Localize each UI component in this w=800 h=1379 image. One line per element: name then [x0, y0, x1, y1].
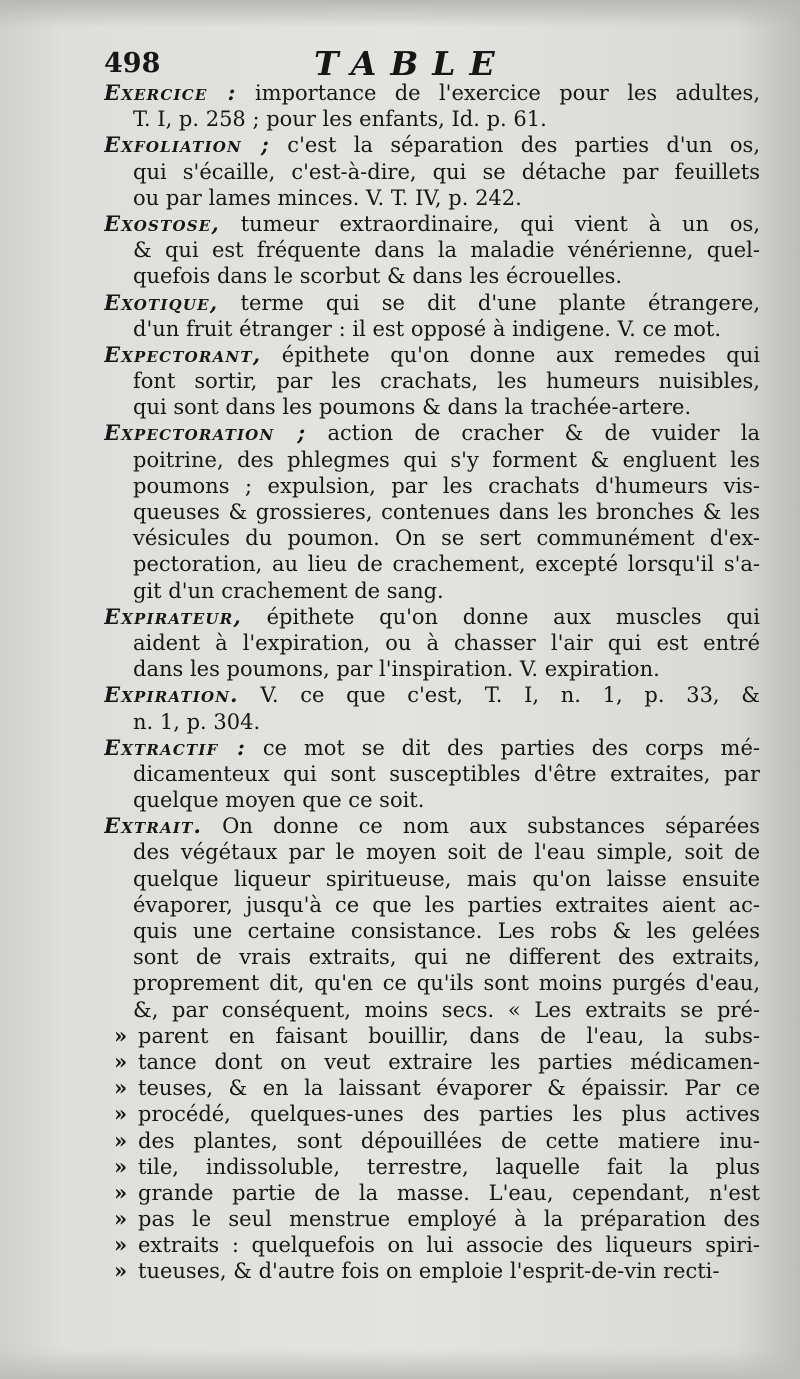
line-text: extraits : quelquefois on lui associe des liqueurs spiri-: [138, 1233, 760, 1258]
index-entry-headline: [104, 604, 760, 630]
line-text: évaporer, jusqu'à ce que les parties extraites aient ac-: [133, 892, 760, 917]
entry-headword: Exotique,: [104, 289, 219, 315]
page-number: 498: [104, 48, 161, 79]
entry-headword: Expectoration ;: [104, 420, 307, 446]
quote-mark: »: [114, 1258, 128, 1284]
line-text: aident à l'expiration, ou à chasser l'air qui est entré: [133, 630, 760, 655]
continuation-line: [104, 578, 760, 604]
line-text: n. 1, p. 304.: [133, 709, 261, 734]
continuation-line: [104, 656, 760, 682]
entry-headword: Expirateur,: [104, 603, 242, 629]
entry-headword: Extractif :: [104, 734, 247, 760]
entry-headword: Expectorant,: [104, 341, 262, 367]
line-text: proprement dit, qu'en ce qu'ils sont moins purgés d'eau,: [133, 971, 760, 996]
quoted-line: [104, 1101, 760, 1127]
line-text: ce mot se dit des parties des corps mé-: [246, 735, 760, 760]
index-entry-headline: [104, 813, 760, 839]
line-text: dans les poumons, par l'inspiration. V. expiration.: [133, 657, 660, 682]
line-text: &, par conséquent, moins secs. « Les extraits se pré-: [133, 997, 760, 1022]
quote-mark: »: [114, 1153, 128, 1179]
line-text: des plantes, sont dépouillées de cette matiere inu-: [138, 1128, 760, 1153]
index-entry-headline: [104, 80, 760, 106]
line-text: quelque liqueur spiritueuse, mais qu'on laisse ensuite: [133, 866, 760, 891]
line-text: grande partie de la masse. L'eau, cependant, n'est: [138, 1180, 760, 1205]
entry-headword: Expiration.: [104, 682, 239, 708]
line-text: & qui est fréquente dans la maladie vénérienne, quel-: [133, 238, 760, 263]
line-text: épithete qu'on donne aux muscles qui: [241, 604, 760, 629]
continuation-line: [104, 551, 760, 577]
quoted-line: [104, 1128, 760, 1154]
line-text: procédé, quelques-unes des parties les plus actives: [138, 1102, 760, 1127]
quoted-line: [104, 1075, 760, 1101]
entry-headword: Exfoliation ;: [104, 132, 270, 158]
index-entry-headline: [104, 290, 760, 316]
continuation-line: [104, 368, 760, 394]
quote-mark: »: [114, 1048, 128, 1074]
continuation-line: [104, 970, 760, 996]
line-text: tance dont on veut extraire les parties médicamen-: [138, 1049, 760, 1074]
line-text: poitrine, des phlegmes qui s'y forment & engluent les: [133, 447, 760, 472]
line-text: pas le seul menstrue employé à la préparation des: [138, 1207, 760, 1232]
line-text: action de cracher & de vuider la: [306, 421, 760, 446]
line-text: git d'un crachement de sang.: [133, 578, 444, 603]
continuation-line: [104, 761, 760, 787]
continuation-line: [104, 709, 760, 735]
line-text: tile, indissoluble, terrestre, laquelle fait la plus: [138, 1154, 760, 1179]
line-text: importance de l'exercice pour les adultes,: [236, 81, 760, 105]
line-text: qui s'écaille, c'est-à-dire, qui se détache par feuillets: [133, 159, 760, 184]
quote-mark: »: [114, 1101, 128, 1127]
entry-headword: Exostose,: [104, 210, 220, 236]
continuation-line: [104, 185, 760, 211]
continuation-line: [104, 499, 760, 525]
quote-mark: »: [114, 1127, 128, 1153]
index-entry-headline: [104, 682, 760, 708]
continuation-line: [104, 839, 760, 865]
line-text: sont de vrais extraits, qui ne different des extraits,: [133, 945, 760, 970]
line-text: V. ce que c'est, T. I, n. 1, p. 33, &: [238, 683, 760, 708]
line-text: vésicules du poumon. On se sert communément d'ex-: [133, 526, 760, 551]
quoted-line: [104, 1049, 760, 1075]
line-text: quis une certaine consistance. Les robs & les gelées: [133, 919, 760, 943]
line-text: teuses, & en la laissant évaporer & épaissir. Par ce: [138, 1076, 760, 1101]
continuation-line: [104, 447, 760, 473]
line-text: d'un fruit étranger : il est opposé à indigene. V. ce mot.: [133, 316, 722, 341]
quoted-line: [104, 1258, 760, 1284]
line-text: quefois dans le scorbut & dans les écrouelles.: [133, 264, 623, 289]
entry-headword: Exercice :: [104, 80, 237, 105]
running-title: TABLE: [314, 44, 509, 83]
continuation-line: [104, 944, 760, 970]
continuation-line: [104, 106, 760, 132]
line-text: ou par lames minces. V. T. IV, p. 242.: [133, 185, 522, 210]
continuation-line: [104, 263, 760, 289]
entry-headword: Extrait.: [104, 813, 203, 839]
quote-mark: »: [114, 1022, 128, 1048]
index-text-body: [104, 80, 760, 1285]
index-entry-headline: [104, 211, 760, 237]
quote-mark: »: [114, 1206, 128, 1232]
line-text: tumeur extraordinaire, qui vient à un os,: [219, 211, 760, 236]
index-entry-headline: [104, 132, 760, 158]
index-entry-headline: [104, 420, 760, 446]
continuation-line: [104, 316, 760, 342]
line-text: tueuses, & d'autre fois on emploie l'esprit-de-vin recti-: [138, 1259, 720, 1284]
line-text: pectoration, au lieu de crachement, excepté lorsqu'il s'a-: [133, 552, 760, 577]
scan-shadow-bottom: [0, 1349, 800, 1379]
continuation-line: [104, 787, 760, 813]
continuation-line: [104, 997, 760, 1023]
line-text: quelque moyen que ce soit.: [133, 788, 425, 813]
line-text: font sortir, par les crachats, les humeurs nuisibles,: [133, 369, 760, 394]
continuation-line: [104, 159, 760, 185]
quoted-line: [104, 1154, 760, 1180]
index-entry-headline: [104, 735, 760, 761]
quote-mark: »: [114, 1075, 128, 1101]
index-entry-headline: [104, 342, 760, 368]
continuation-line: [104, 866, 760, 892]
line-text: queuses & grossieres, contenues dans les bronches & les: [133, 500, 760, 524]
continuation-line: [104, 630, 760, 656]
line-text: poumons ; expulsion, par les crachats d'humeurs vis-: [133, 473, 760, 498]
line-text: T. I, p. 258 ; pour les enfants, Id. p. 61.: [133, 107, 547, 132]
continuation-line: [104, 473, 760, 499]
continuation-line: [104, 918, 760, 944]
line-text: des végétaux par le moyen soit de l'eau simple, soit de: [133, 840, 760, 865]
continuation-line: [104, 394, 760, 420]
continuation-line: [104, 525, 760, 551]
quoted-line: [104, 1180, 760, 1206]
line-text: dicamenteux qui sont susceptibles d'être extraites, par: [133, 761, 760, 786]
line-text: On donne ce nom aux substances séparées: [202, 814, 760, 839]
scan-shadow-top: [0, 0, 800, 28]
quoted-line: [104, 1232, 760, 1258]
quote-mark: »: [114, 1179, 128, 1205]
line-text: qui sont dans les poumons & dans la trachée-artere.: [133, 395, 692, 420]
quoted-line: [104, 1206, 760, 1232]
quoted-line: [104, 1023, 760, 1049]
continuation-line: [104, 892, 760, 918]
quote-mark: »: [114, 1232, 128, 1258]
continuation-line: [104, 237, 760, 263]
line-text: c'est la séparation des parties d'un os,: [270, 133, 760, 158]
line-text: épithete qu'on donne aux remedes qui: [261, 342, 760, 367]
line-text: terme qui se dit d'une plante étrangere,: [218, 290, 760, 315]
line-text: parent en faisant bouillir, dans de l'eau, la subs-: [138, 1023, 760, 1048]
